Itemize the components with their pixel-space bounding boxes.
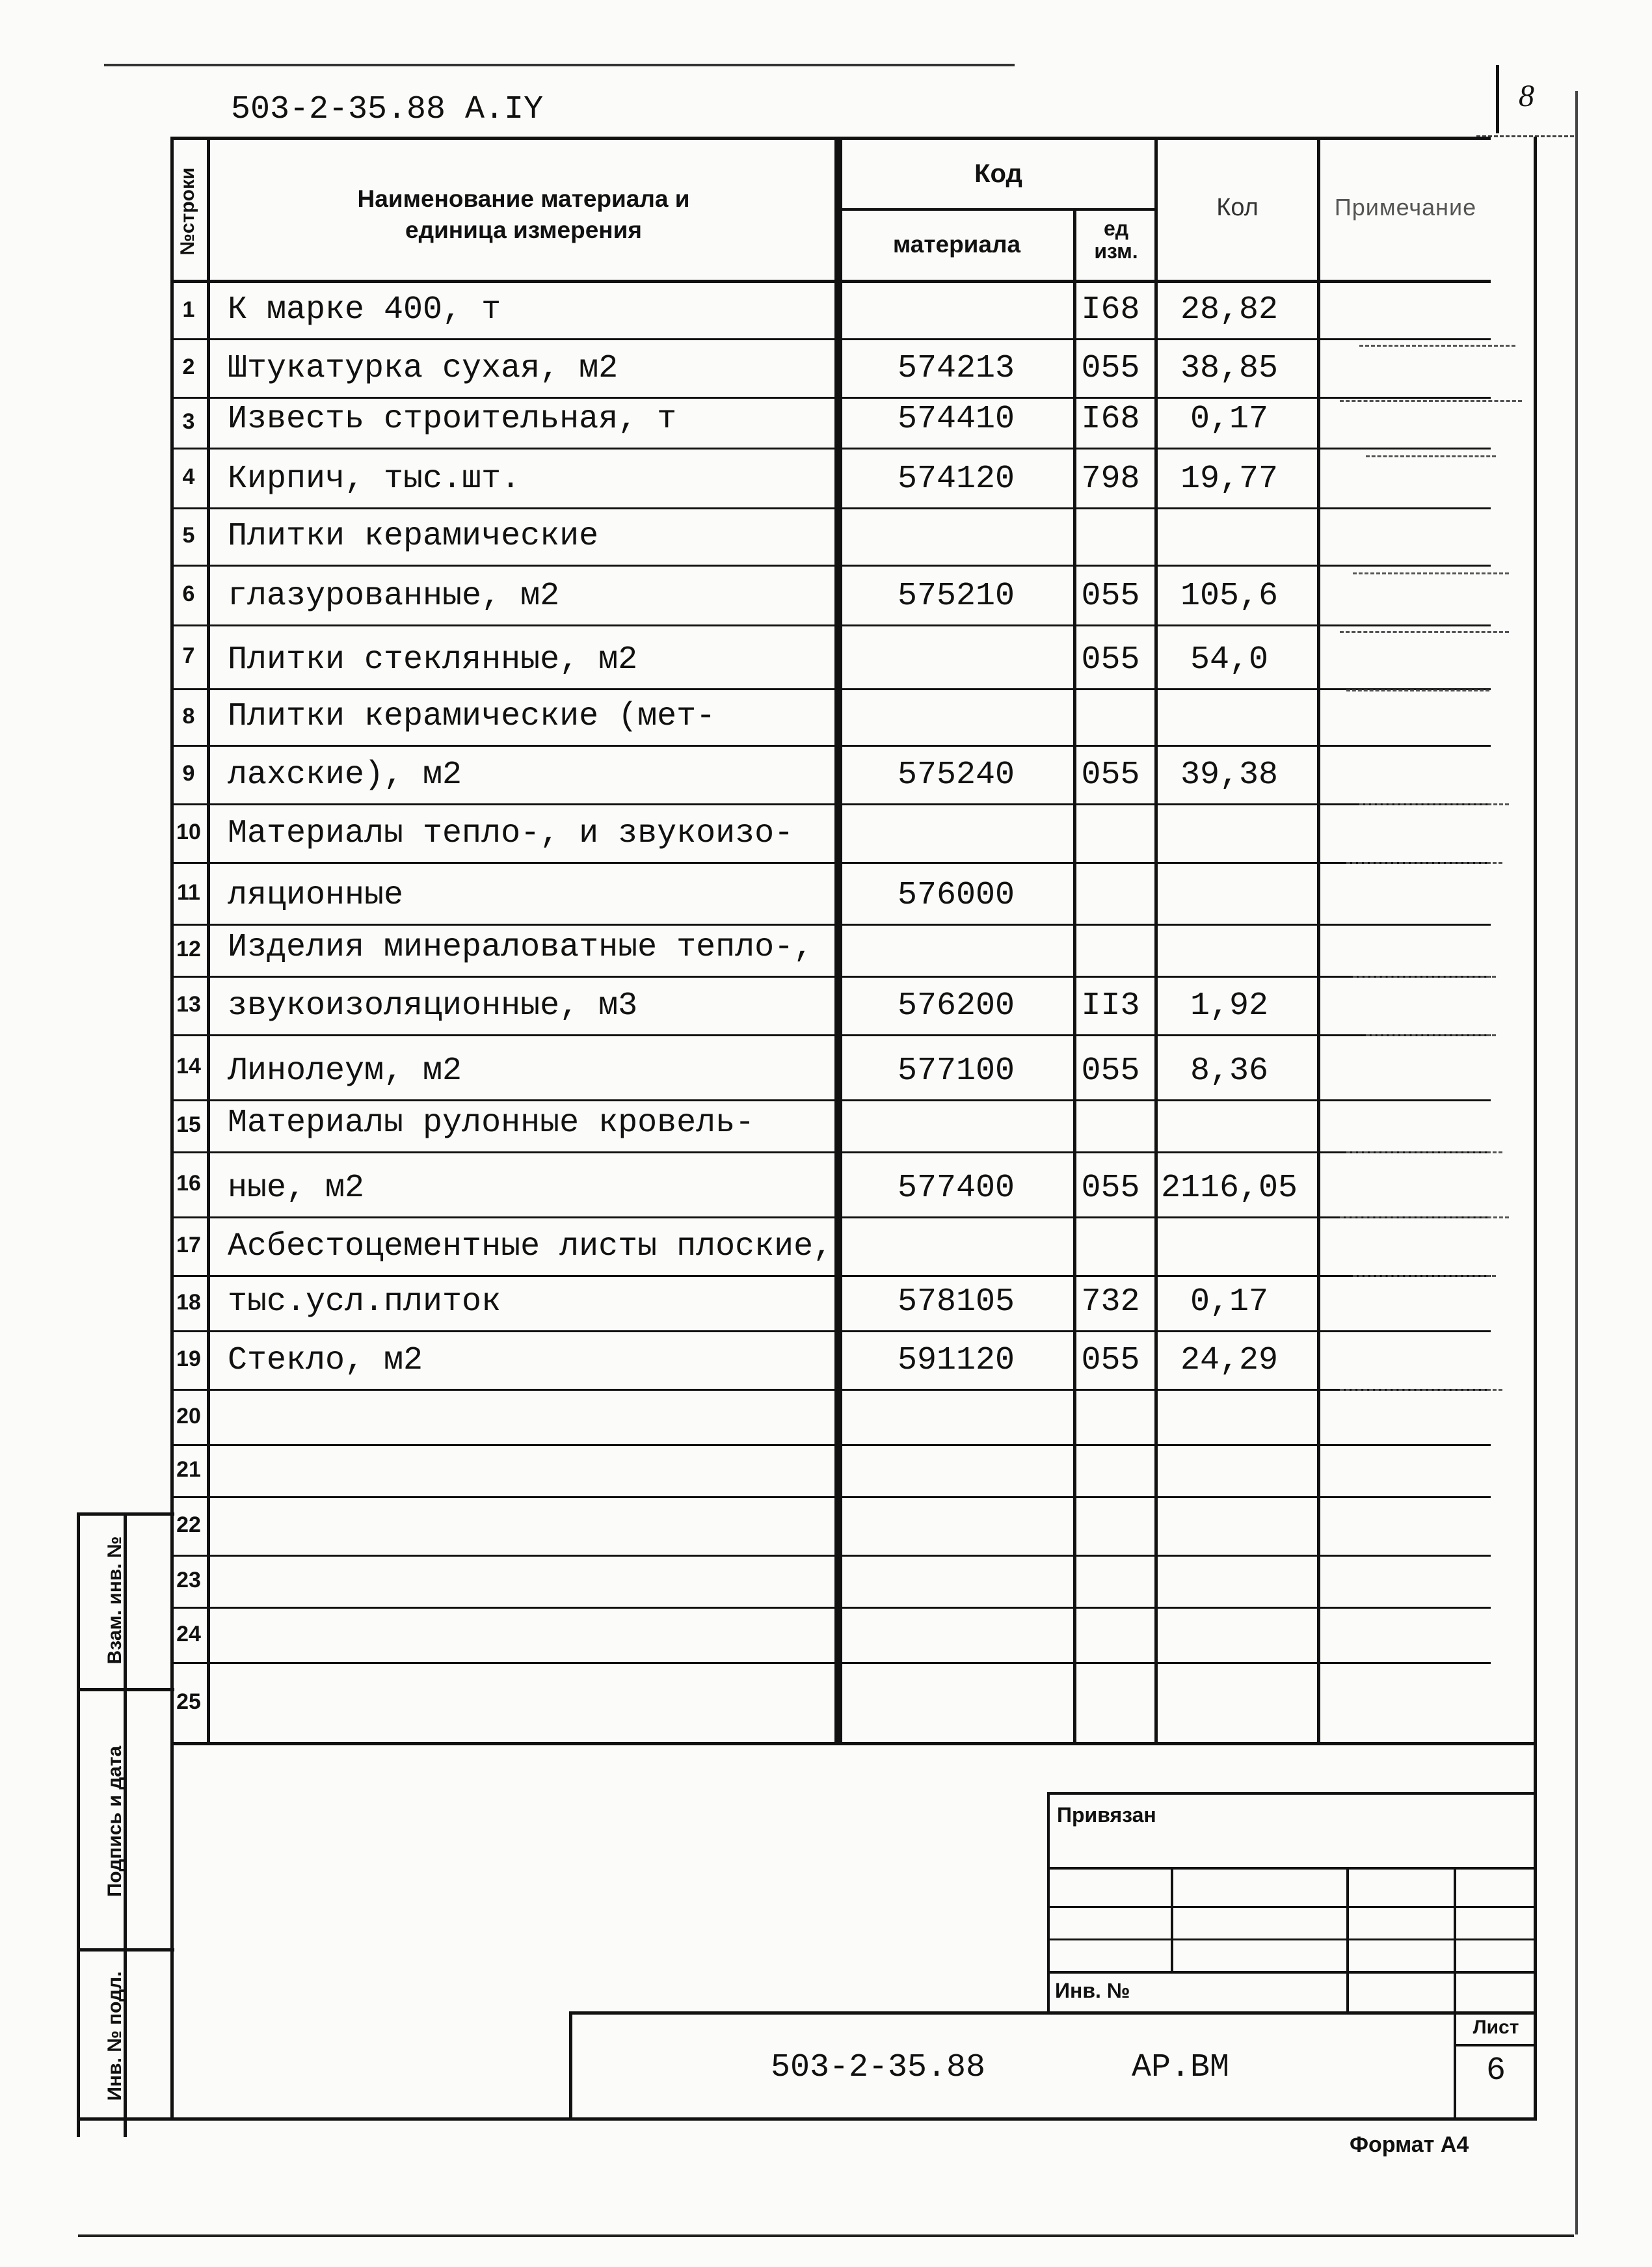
- row-quantity: 0,17: [1190, 1283, 1269, 1321]
- row-number: 14: [176, 1054, 201, 1079]
- stamp-top: [77, 1512, 174, 1516]
- table-top-border: [170, 137, 1491, 140]
- row-material-code: 575210: [897, 578, 1015, 615]
- note-dash: [1366, 1034, 1496, 1036]
- row-material-name: лахские), м2: [228, 757, 462, 794]
- row-material-name: Асбестоцементные листы плоские,: [228, 1228, 833, 1265]
- header-code-split: [839, 208, 1158, 211]
- bottom-scan-line: [78, 2234, 1574, 2237]
- note-dash: [1353, 572, 1509, 574]
- row-unit-code: 055: [1081, 1053, 1140, 1090]
- column-header-name-line1: Наименование материала и: [357, 185, 690, 212]
- row-unit-code: 055: [1081, 641, 1140, 678]
- row-number: 8: [182, 703, 195, 729]
- stamp-left-border: [77, 1512, 80, 2137]
- header-bottom-border: [170, 280, 1491, 283]
- row-number: 23: [176, 1568, 201, 1592]
- stamp-podpis-data: Подпись и дата: [104, 1745, 126, 1898]
- tb-line-4: [1047, 1971, 1536, 1974]
- tb-left: [1047, 1792, 1050, 2013]
- row-quantity: 54,0: [1190, 641, 1269, 678]
- note-dash: [1340, 400, 1522, 402]
- row-material-name: Плитки керамические: [228, 518, 599, 555]
- row-separator: [170, 1216, 1491, 1218]
- row-material-name: Плитки стеклянные, м2: [228, 641, 638, 678]
- row-material-code: 574213: [897, 350, 1015, 387]
- row-quantity: 105,6: [1180, 578, 1279, 615]
- row-material-code: 578105: [897, 1283, 1015, 1321]
- row-separator: [170, 1662, 1491, 1664]
- tb-line-1: [1047, 1867, 1536, 1870]
- row-quantity: 8,36: [1190, 1053, 1269, 1090]
- row-separator: [170, 1555, 1491, 1557]
- row-unit-code: 055: [1081, 1342, 1140, 1379]
- tb-main-left: [569, 2011, 572, 2121]
- row-material-code: 575240: [897, 757, 1015, 794]
- row-number: 19: [176, 1347, 201, 1371]
- column-header-name-line2: единица измерения: [405, 217, 642, 243]
- column-header-note: Примечание: [1334, 194, 1477, 221]
- row-unit-code: II3: [1081, 987, 1140, 1025]
- row-separator: [170, 1444, 1491, 1446]
- tb-inv-no: Инв. №: [1055, 1979, 1130, 2002]
- row-quantity: 39,38: [1180, 757, 1279, 794]
- row-material-code: 574410: [897, 401, 1015, 438]
- row-separator: [170, 397, 1491, 399]
- row-number: 1: [182, 297, 195, 322]
- row-separator: [170, 624, 1491, 626]
- row-material-code: 591120: [897, 1342, 1015, 1379]
- row-material-name: Штукатурка сухая, м2: [228, 350, 619, 387]
- col-line-rowno: [207, 137, 210, 1743]
- note-dash: [1353, 976, 1496, 978]
- row-separator: [170, 924, 1491, 926]
- tb-top: [1047, 1792, 1536, 1795]
- stamp-bottom: [77, 2117, 1537, 2121]
- note-dash: [1346, 690, 1489, 691]
- tb-line-3: [1047, 1938, 1536, 1940]
- row-material-code: 574120: [897, 461, 1015, 498]
- row-material-code: 576200: [897, 987, 1015, 1025]
- row-number: 3: [182, 409, 195, 434]
- row-quantity: 28,82: [1180, 291, 1279, 329]
- note-dash: [1346, 862, 1502, 864]
- row-separator: [170, 1496, 1491, 1498]
- note-dash: [1340, 631, 1509, 633]
- row-number: 2: [182, 355, 195, 379]
- row-material-name: Известь строительная, т: [228, 401, 677, 438]
- row-separator: [170, 1389, 1491, 1391]
- row-number: 16: [176, 1171, 201, 1196]
- row-quantity: 19,77: [1180, 461, 1279, 498]
- table-right-border: [1534, 137, 1537, 2117]
- row-number: 18: [176, 1289, 201, 1315]
- row-number: 4: [182, 464, 195, 489]
- tb-main-top: [569, 2011, 1536, 2015]
- row-number: 21: [176, 1457, 201, 1482]
- row-separator: [170, 688, 1491, 690]
- row-material-name: ляционные: [228, 877, 404, 914]
- row-unit-code: 055: [1081, 350, 1140, 387]
- row-separator: [170, 745, 1491, 747]
- tb-sheet-label: Лист: [1472, 2017, 1519, 2038]
- top-right-dash: [1476, 135, 1574, 137]
- row-separator: [170, 1330, 1491, 1332]
- row-separator: [170, 1099, 1491, 1101]
- row-material-name: звукоизоляционные, м3: [228, 987, 638, 1025]
- row-number: 9: [182, 761, 195, 786]
- corner-page-number: 8: [1519, 79, 1534, 113]
- row-material-name: Кирпич, тыс.шт.: [228, 461, 521, 498]
- column-header-code: Код: [974, 159, 1022, 188]
- stamp-sep-1: [77, 1688, 174, 1691]
- row-quantity: 0,17: [1190, 401, 1269, 438]
- row-unit-code: I68: [1081, 291, 1140, 329]
- row-separator: [170, 976, 1491, 978]
- row-number: 13: [176, 992, 201, 1017]
- row-number: 10: [176, 820, 201, 844]
- row-separator: [170, 338, 1491, 340]
- col-line-qty: [1317, 137, 1320, 1743]
- row-number: 12: [176, 937, 201, 961]
- format-label: Формат А4: [1350, 2132, 1469, 2157]
- tb-col-1: [1171, 1867, 1173, 1971]
- row-material-name: Материалы тепло-, и звукоизо-: [228, 815, 794, 852]
- row-material-code: 577400: [897, 1170, 1015, 1207]
- corner-mark: [1496, 65, 1499, 133]
- row-number: 22: [176, 1512, 201, 1537]
- row-unit-code: 798: [1081, 461, 1140, 498]
- note-dash: [1359, 345, 1515, 347]
- top-document-code: 503-2-35.88 А.IY: [231, 91, 544, 128]
- row-number: 20: [176, 1403, 201, 1429]
- tb-col-2: [1346, 1867, 1349, 2013]
- row-number: 24: [176, 1621, 201, 1646]
- row-number: 25: [176, 1689, 201, 1714]
- row-separator: [170, 507, 1491, 509]
- tb-doc-mark: АР.ВМ: [1132, 2049, 1230, 2086]
- row-material-name: глазурованные, м2: [228, 578, 560, 615]
- column-header-row-no: №строки: [177, 167, 198, 256]
- row-number: 15: [176, 1112, 201, 1137]
- row-number: 11: [177, 879, 200, 905]
- row-separator: [170, 448, 1491, 449]
- stamp-vzam-inv: Взам. инв. №: [104, 1536, 126, 1665]
- row-quantity: 24,29: [1180, 1342, 1279, 1379]
- row-quantity: 1,92: [1190, 987, 1269, 1025]
- column-header-unit-line1: ед: [1103, 217, 1129, 240]
- column-header-unit-line2: изм.: [1094, 239, 1138, 263]
- row-number: 17: [176, 1233, 201, 1257]
- note-dash: [1353, 1275, 1496, 1277]
- note-dash: [1340, 1389, 1502, 1391]
- row-material-name: тыс.усл.плиток: [228, 1283, 501, 1321]
- row-unit-code: 055: [1081, 757, 1140, 794]
- column-header-quantity: Кол: [1216, 194, 1259, 221]
- row-quantity: 2116,05: [1160, 1170, 1298, 1207]
- row-material-name: Плитки керамические (мет-: [228, 698, 716, 735]
- row-material-name: Материалы рулонные кровель-: [228, 1105, 755, 1142]
- row-unit-code: 732: [1081, 1283, 1140, 1321]
- row-separator: [170, 1275, 1491, 1277]
- tb-doc-code: 503-2-35.88: [771, 2049, 986, 2086]
- row-separator: [170, 565, 1491, 567]
- row-separator: [170, 1151, 1491, 1153]
- row-number: 5: [182, 523, 195, 548]
- note-dash: [1346, 1151, 1502, 1153]
- right-scan-line: [1575, 91, 1578, 2234]
- tb-sheet-no: 6: [1485, 2052, 1506, 2089]
- row-separator: [170, 1607, 1491, 1609]
- note-dash: [1366, 455, 1496, 457]
- column-header-code-material: материала: [892, 231, 1021, 258]
- row-number: 7: [182, 643, 195, 668]
- row-separator: [170, 803, 1491, 805]
- tb-privyazan: Привязан: [1057, 1803, 1156, 1827]
- tb-col-3: [1454, 1867, 1456, 2121]
- row-material-name: К марке 400, т: [228, 291, 501, 329]
- row-unit-code: 055: [1081, 578, 1140, 615]
- row-material-code: 577100: [897, 1053, 1015, 1090]
- table-bottom-border: [170, 1742, 1536, 1745]
- row-material-code: 576000: [897, 877, 1015, 914]
- row-quantity: 38,85: [1180, 350, 1279, 387]
- row-material-name: Линолеум, м2: [228, 1053, 462, 1090]
- row-material-name: Изделия минераловатные тепло-,: [228, 929, 814, 966]
- row-unit-code: I68: [1081, 401, 1140, 438]
- tb-sheet-split: [1454, 2044, 1536, 2046]
- tb-line-2: [1047, 1906, 1536, 1908]
- stamp-sep-2: [77, 1948, 174, 1952]
- stamp-inv-podl: Инв. № подл.: [104, 1971, 126, 2101]
- row-material-name: Стекло, м2: [228, 1342, 423, 1379]
- row-separator: [170, 1034, 1491, 1036]
- row-unit-code: 055: [1081, 1170, 1140, 1207]
- note-dash: [1340, 1216, 1509, 1218]
- top-scan-line: [104, 64, 1015, 66]
- row-material-name: ные, м2: [228, 1170, 365, 1207]
- note-dash: [1359, 803, 1509, 805]
- row-number: 6: [182, 582, 195, 606]
- row-separator: [170, 862, 1491, 864]
